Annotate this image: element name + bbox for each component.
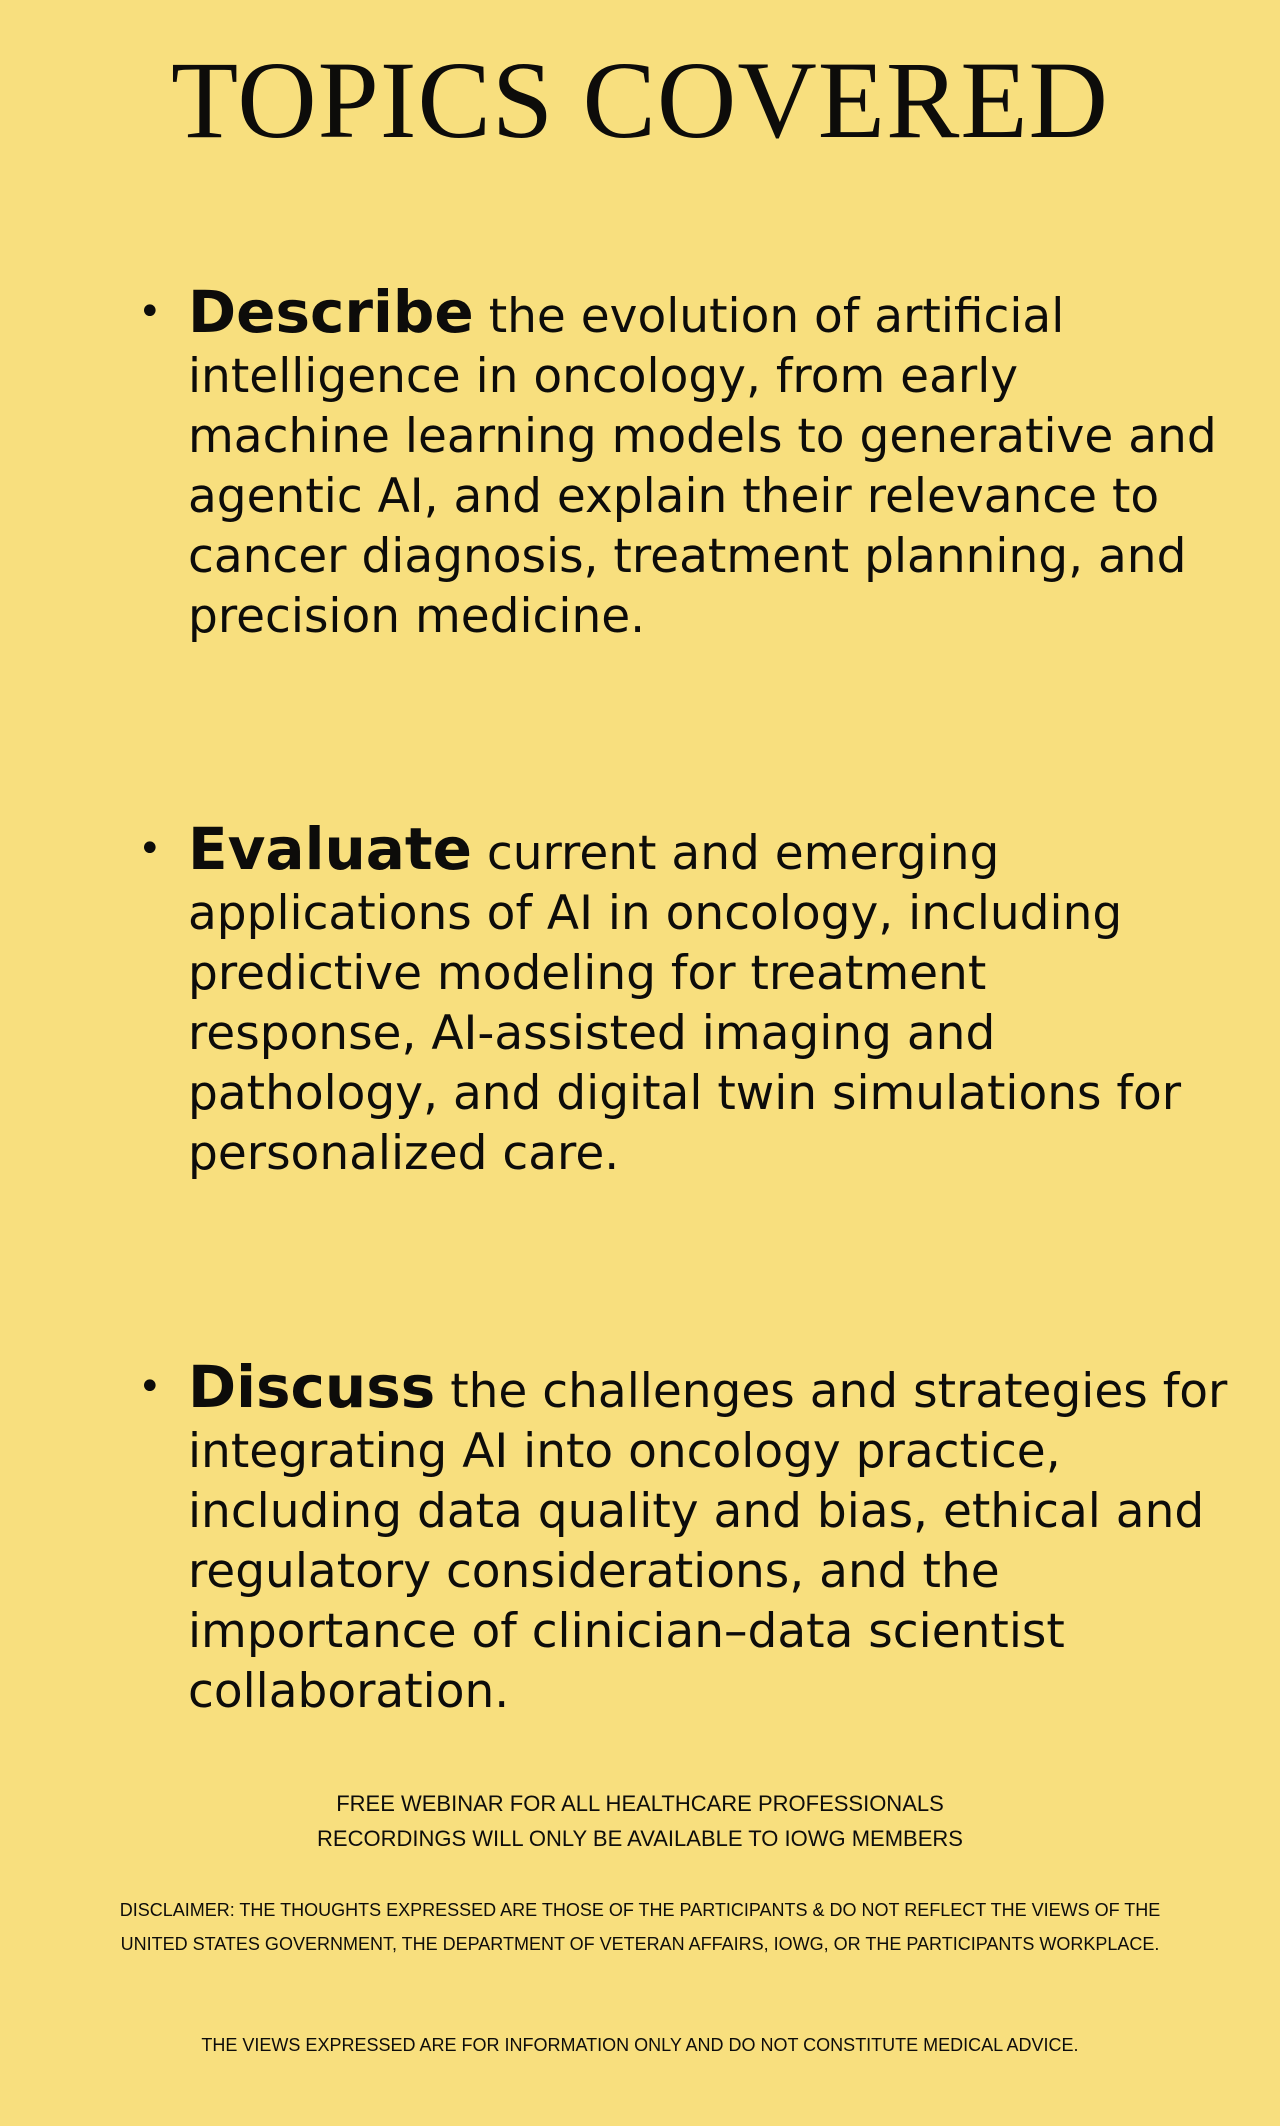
bullet-icon: • — [138, 826, 162, 872]
webinar-line-free: FREE WEBINAR FOR ALL HEALTHCARE PROFESSIONALS — [336, 1791, 944, 1816]
bullet-icon: • — [138, 1364, 162, 1410]
topic-lead: Describe — [188, 278, 474, 346]
webinar-notice — [0, 1786, 1280, 1856]
topic-description: the challenges and strategies for integrating AI into oncology practice, including data quality and bias, ethical and regulatory considerations, and the importance of clinician–data scientist collaboration. — [188, 1364, 1228, 1719]
topic-description: the evolution of artificial intelligence in oncology, from early machine learning models to generative and agentic AI, and explain their relevance to cancer diagnosis, treatment planning, and precision medicine. — [188, 289, 1217, 644]
topic-description: current and emerging applications of AI in oncology, including predictive modeling for treatment response, AI-assisted imaging and pathology, and digital twin simulations for personalized care. — [188, 826, 1182, 1181]
topic-text — [188, 815, 1228, 1184]
medical-advice-notice: THE VIEWS EXPRESSED ARE FOR INFORMATION ONLY AND DO NOT CONSTITUTE MEDICAL ADVICE. — [201, 2035, 1079, 2055]
topic-lead: Evaluate — [188, 815, 472, 883]
topic-lead: Discuss — [188, 1353, 436, 1421]
disclaimer-text: DISCLAIMER: THE THOUGHTS EXPRESSED ARE THOSE OF THE PARTICIPANTS & DO NOT REFLECT THE VIEWS OF THE UNITED STATES GOVERNMENT, THE DEPARTMENT OF VETERAN AFFAIRS, IOWG, OR THE PARTICIPANTS WORKPLACE. — [119, 1900, 1161, 1954]
webinar-line-recordings: RECORDINGS WILL ONLY BE AVAILABLE TO IOWG MEMBERS — [317, 1826, 963, 1851]
topic-text — [188, 1353, 1228, 1722]
bullet-icon: • — [138, 289, 162, 335]
page-title: TOPICS COVERED — [171, 39, 1109, 161]
topic-text — [188, 278, 1228, 647]
